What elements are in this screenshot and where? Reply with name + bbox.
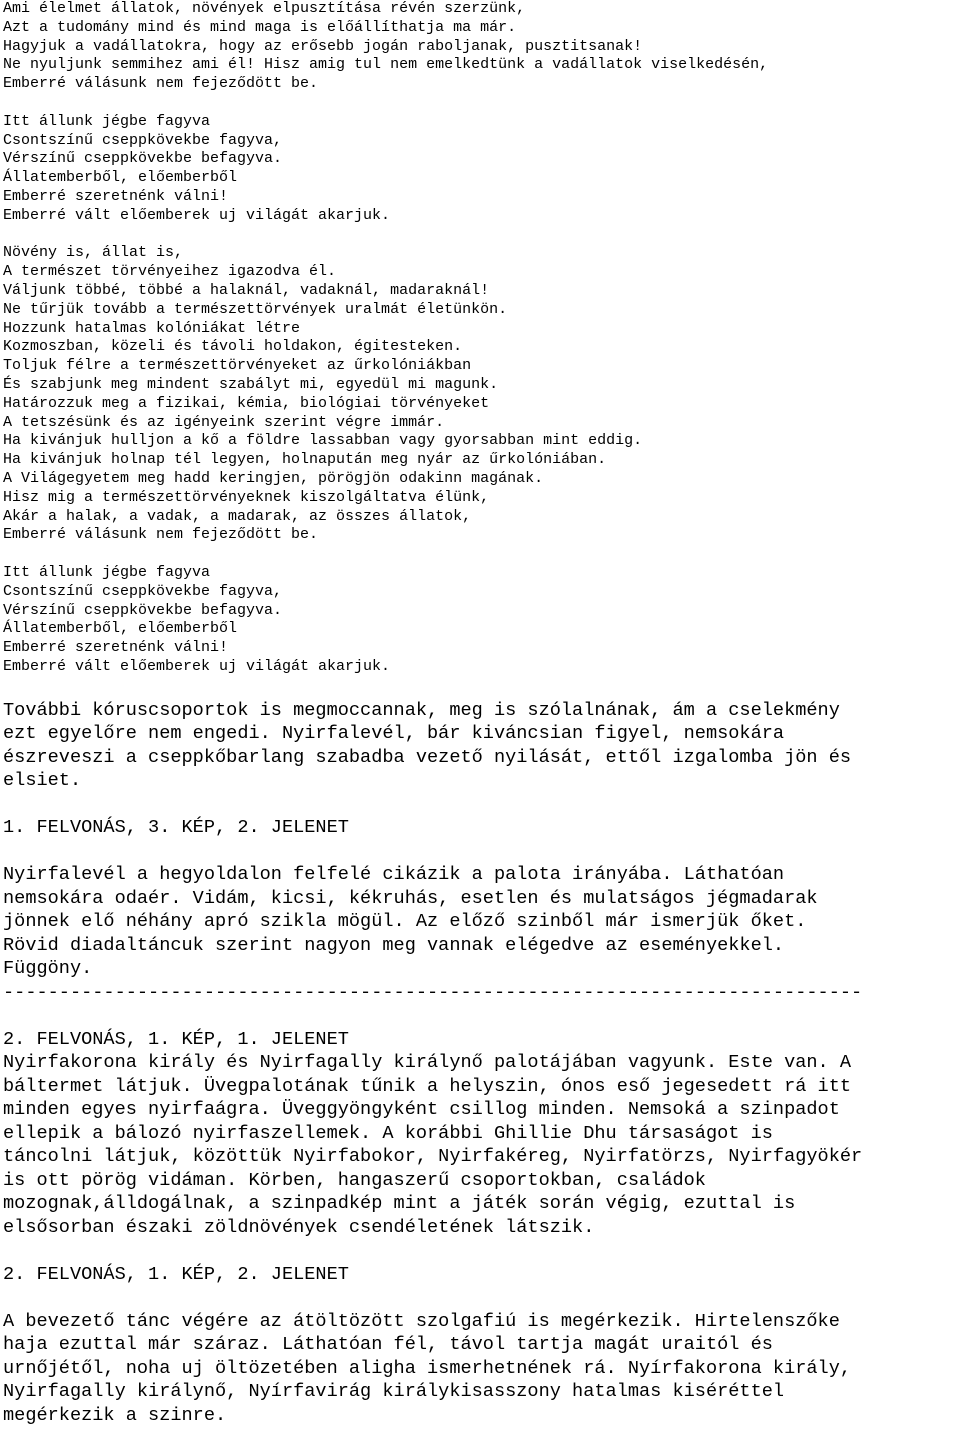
- verse-line: Hagyjuk a vadállatokra, hogy az erősebb jogán raboljanak, pusztitsanak!: [3, 37, 643, 55]
- prose-line: nemsokára odaér. Vidám, kicsi, kékruhás, esetlen és mulatságos jégmadarak: [3, 887, 818, 909]
- prose-line: is ott pörög vidáman. Körben, hangaszerű csoportokban, családok: [3, 1169, 706, 1191]
- verse-line: Növény is, állat is,: [3, 244, 184, 262]
- prose-line: haja ezuttal már száraz. Láthatóan fél, távol tartja magát uraitól és: [3, 1334, 773, 1356]
- chorus-block-2: [3, 564, 960, 677]
- prose-line: minden egyes nyirfaágra. Üveggyöngyként csillog minden. Nemsoká a szinpadot: [3, 1099, 840, 1121]
- verse-block-2: [3, 244, 960, 545]
- chorus-line: Itt állunk jégbe fagyva: [3, 112, 211, 130]
- scene-heading: 2. FELVONÁS, 1. KÉP, 2. JELENET: [3, 1263, 349, 1285]
- verse-line: Ne nyuljunk semmihez ami él! Hisz amig tul nem emelkedtünk a vadállatok viselkedésén,: [3, 56, 769, 74]
- verse-line: Azt a tudomány mind és mind maga is előállíthatja ma már.: [3, 18, 517, 36]
- verse-block-1: [3, 0, 960, 94]
- verse-line: Akár a halak, a vadak, a madarak, az összes állatok,: [3, 507, 472, 525]
- prose-line: Nyirfakorona király és Nyirfagally királynő palotájában vagyunk. Este van. A: [3, 1052, 852, 1074]
- chorus-line: Emberré szeretnénk válni!: [3, 187, 229, 205]
- chorus-line: Csontszínű cseppkövekbe fagyva,: [3, 131, 283, 149]
- chorus-line: Emberré vált előemberek uj világát akarjuk.: [3, 657, 391, 675]
- prose-paragraph-2: [3, 863, 960, 981]
- chorus-line: Emberré szeretnénk válni!: [3, 639, 229, 657]
- chorus-line: Állatemberből, előemberből: [3, 169, 238, 187]
- prose-line: Nyirfagally királynő, Nyírfavirág királykisasszony hatalmas kiséréttel: [3, 1381, 785, 1403]
- prose-line: báltermet látjuk. Üvegpalotának tűnik a helyszin, ónos eső jegesedett rá itt: [3, 1075, 852, 1097]
- prose-line: mozognak,álldogálnak, a szinpadkép mint a játék során végig, ezuttal is: [3, 1193, 796, 1215]
- scene-heading: 1. FELVONÁS, 3. KÉP, 2. JELENET: [3, 817, 349, 839]
- verse-line: Emberré válásunk nem fejeződött be.: [3, 526, 319, 544]
- verse-line: Kozmoszban, közeli és távoli holdakon, égitesteken.: [3, 338, 463, 356]
- verse-line: És szabjunk meg mindent szabályt mi, egyedül mi magunk.: [3, 375, 499, 393]
- verse-line: Váljunk többé, többé a halaknál, vadaknál, madaraknál!: [3, 281, 490, 299]
- verse-line: A Világegyetem meg hadd keringjen, pörögjön odakinn magának.: [3, 469, 544, 487]
- prose-line: észreveszi a cseppkőbarlang szabadba vezető nyilását, ettől izgalomba jön és: [3, 746, 852, 768]
- prose-paragraph-3: [3, 1051, 960, 1239]
- verse-line: Ha kivánjuk holnap tél legyen, holnapután meg nyár az űrkolóniában.: [3, 451, 607, 469]
- verse-line: A tetszésünk és az igényeink szerint végre immár.: [3, 413, 445, 431]
- prose-line: Nyirfalevél a hegyoldalon felfelé cikázik a palota irányába. Láthatóan: [3, 864, 785, 886]
- prose-line: Rövid diadaltáncuk szerint nagyon meg vannak elégedve az eseményekkel.: [3, 934, 785, 956]
- chorus-line: Emberré vált előemberek uj világát akarjuk.: [3, 206, 391, 224]
- prose-line: jönnek elő néhány apró szikla mögül. Az előző szinből már ismerjük őket.: [3, 911, 807, 933]
- prose-line: táncolni látjuk, közöttük Nyirfabokor, Nyirfakéreg, Nyirfatörzs, Nyirfagyökér: [3, 1146, 863, 1168]
- chorus-line: Itt állunk jégbe fagyva: [3, 563, 211, 581]
- chorus-line: Vérszínű cseppkövekbe befagyva.: [3, 150, 283, 168]
- verse-line: Hozzunk hatalmas kolóniákat létre: [3, 319, 301, 337]
- prose-line: A bevezető tánc végére az átöltözött szolgafiú is megérkezik. Hirtelenszőke: [3, 1310, 840, 1332]
- verse-line: Hisz mig a természettörvényeknek kiszolgáltatva élünk,: [3, 488, 490, 506]
- chorus-line: Vérszínű cseppkövekbe befagyva.: [3, 601, 283, 619]
- prose-line: További kóruscsoportok is megmoccannak, meg is szólalnának, ám a cselekmény: [3, 699, 840, 721]
- prose-line: elsiet.: [3, 770, 82, 792]
- chorus-line: Állatemberből, előemberből: [3, 620, 238, 638]
- verse-line: Ha kivánjuk hulljon a kő a földre lassabban vagy gyorsabban mint eddig.: [3, 432, 643, 450]
- prose-paragraph-4: [3, 1310, 960, 1428]
- prose-paragraph-1: [3, 699, 960, 793]
- verse-line: A természet törvényeihez igazodva él.: [3, 263, 337, 281]
- scene-heading: 2. FELVONÁS, 1. KÉP, 1. JELENET: [3, 1028, 349, 1050]
- prose-line: elsősorban északi zöldnövények csendéletének látszik.: [3, 1216, 595, 1238]
- verse-line: Határozzuk meg a fizikai, kémia, biológiai törvényeket: [3, 394, 490, 412]
- separator-line: -----------------------------------------------------------------------------: [3, 981, 863, 1003]
- prose-line: urnőjétől, noha uj öltözetében aligha ismerhetnének rá. Nyírfakorona király,: [3, 1357, 852, 1379]
- verse-line: Ami élelmet állatok, növények elpusztítása révén szerzünk,: [3, 0, 526, 17]
- prose-line: ellepik a bálozó nyirfaszellemek. A korábbi Ghillie Dhu társaságot is: [3, 1122, 773, 1144]
- prose-line: ezt egyelőre nem engedi. Nyirfalevél, bár kiváncsian figyel, nemsokára: [3, 723, 785, 745]
- chorus-block-1: [3, 113, 960, 226]
- chorus-line: Csontszínű cseppkövekbe fagyva,: [3, 582, 283, 600]
- verse-line: Ne tűrjük tovább a természettörvények uralmát életünkön.: [3, 300, 508, 318]
- prose-line: Függöny.: [3, 958, 93, 980]
- verse-line: Toljuk félre a természettörvényeket az űrkolóniákban: [3, 357, 472, 375]
- verse-line: Emberré válásunk nem fejeződött be.: [3, 75, 319, 93]
- prose-line: megérkezik a szinre.: [3, 1404, 227, 1426]
